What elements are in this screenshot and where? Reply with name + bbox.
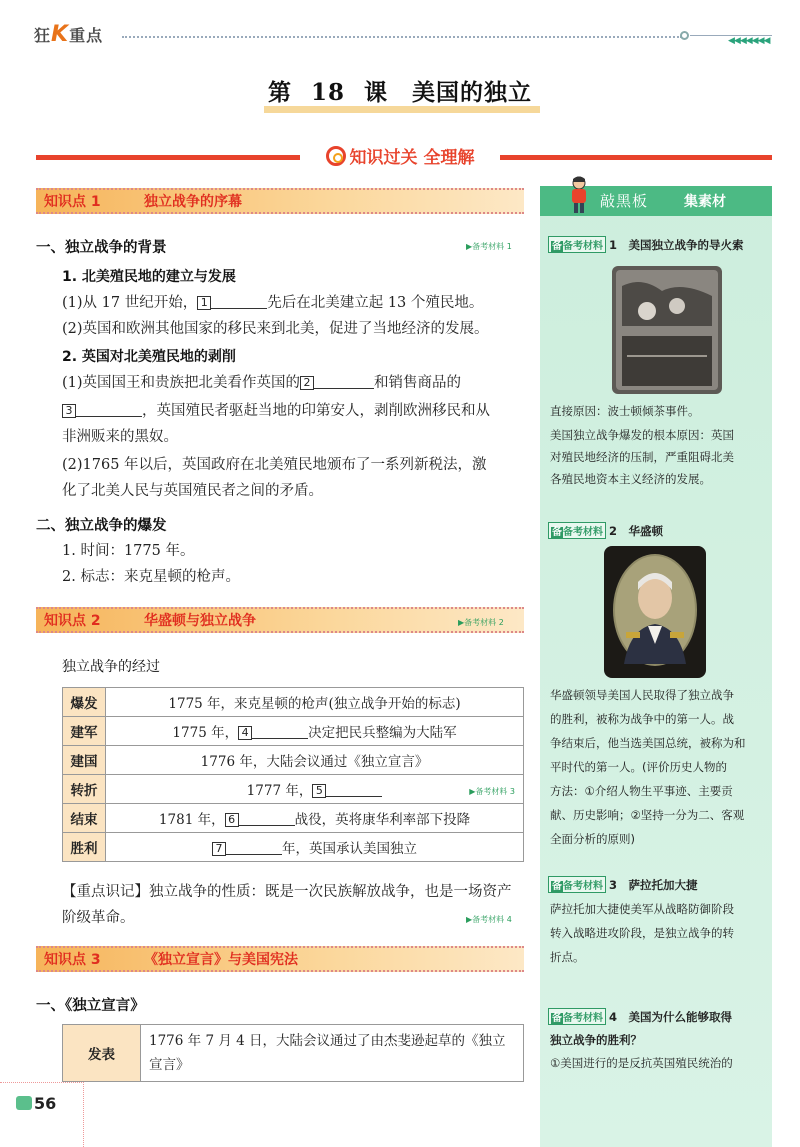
fill-blank[interactable] [211,295,267,309]
declaration-table [62,1024,524,1082]
fill-blank[interactable] [252,725,308,739]
row-key: 建国 [63,746,106,775]
key-note: 阶级革命。 [62,910,135,926]
sidebar-text: 争结束后，他当选美国总统，被称为和 [550,736,746,750]
row-value: 7 年，英国承认美国独立 [106,833,524,862]
reference-link[interactable]: ▶备考材料 3 [469,787,515,796]
sidebar-text: ①美国进行的是反抗英国殖民统治的 [550,1056,733,1070]
sidebar-text: 直接原因：波士顿倾茶事件。 [550,404,700,418]
sidebar-text: 华盛顿领导美国人民取得了独立战争 [550,688,734,702]
paragraph: 3 ，英国殖民者驱赶当地的印第安人，剥削欧洲移民和从 [62,398,490,424]
blank-number: 5 [312,784,326,798]
fill-blank[interactable] [326,783,382,797]
material-tag: 备备考材料 [548,522,606,539]
material-tag: 备备考材料 [548,1008,606,1025]
table-row [63,804,524,833]
blank-number: 1 [197,296,211,310]
sidebar-text: 折点。 [550,950,585,964]
table-row [63,1025,524,1082]
kp-label: 知识点 1 [44,194,101,210]
material-tag: 备备考材料 [548,876,606,893]
paragraph: 非洲贩来的黑奴。 [62,429,178,445]
row-value: 1775 年， 4 决定把民兵整编为大陆军 [106,717,524,746]
teacher-figure-icon [566,176,592,214]
brand-logo: 狂K重点 [34,22,104,47]
table-row [63,775,524,804]
sidebar-text: 对殖民地经济的压制，严重阻碍北美 [550,450,734,464]
table-row [63,717,524,746]
kp-title: 《独立宣言》与美国宪法 [144,952,298,968]
sidebar-text: 全面分析的原则) [550,832,635,846]
row-key: 发表 [63,1025,141,1082]
kp-title: 华盛顿与独立战争 [144,613,256,629]
paragraph: (1)英国国王和贵族把北美看作英国的 2 和销售商品的 [62,375,462,391]
reference-link[interactable]: ▶备考材料 1 [466,242,512,251]
table-row [63,746,524,775]
knowledge-point-2-heading [36,607,524,633]
swirl-icon [326,146,346,166]
paragraph: 1. 时间：1775 年。 [62,543,195,559]
table-row [63,833,524,862]
header-dotted-rule [122,36,682,38]
fill-blank[interactable] [76,403,142,417]
material-heading: 备备考材料 4 美国为什么能够取得 [548,1008,732,1025]
subheading: 1. 北美殖民地的建立与发展 [62,269,236,285]
row-key: 转折 [63,775,106,804]
material-heading-cont: 独立战争的胜利？ [550,1033,642,1047]
fill-blank[interactable] [314,375,374,389]
table-row [63,688,524,717]
material-tag: 备备考材料 [548,236,606,253]
row-key: 建军 [63,717,106,746]
banner-rule-right [498,155,772,160]
war-course-table [62,687,524,862]
sidebar-text: 各殖民地资本主义经济的发展。 [550,472,711,486]
fill-blank[interactable] [239,812,295,826]
boston-tea-party-image [612,266,722,394]
row-value: 1775 年，来克星顿的枪声(独立战争开始的标志) [106,688,524,717]
reference-link[interactable]: ▶备考材料 4 [466,915,512,924]
blank-number: 7 [212,842,226,856]
knowledge-point-3-heading [36,946,524,972]
blank-number: 4 [238,726,252,740]
row-key: 结束 [63,804,106,833]
washington-portrait-image [604,546,706,678]
kp-title: 独立战争的序幕 [144,194,242,210]
paragraph: 化了北美人民与英国殖民者之间的矛盾。 [62,483,323,499]
sidebar-text: 美国独立战争爆发的根本原因：英国 [550,428,734,442]
knowledge-point-1-heading [36,188,524,214]
key-note: 【重点识记】独立战争的性质：既是一次民族解放战争，也是一场资产 [62,884,512,900]
blank-number: 3 [62,404,76,418]
sidebar-text: 的胜利，被称为战争中的第一人。战 [550,712,734,726]
kp-label: 知识点 3 [44,952,101,968]
sidebar-text: 萨拉托加大捷使美军从战略防御阶段 [550,902,734,916]
paragraph: (2)英国和欧洲其他国家的移民来到北美，促进了当地经济的发展。 [62,321,489,337]
section-heading: 一、独立战争的背景 [36,240,167,256]
material-heading: 备备考材料 3 萨拉托加大捷 [548,876,698,893]
row-value: 1781 年， 6 战役，英将康华利率部下投降 [106,804,524,833]
paragraph: (2)1765 年以后，英国政府在北美殖民地颁布了一系列新税法，激 [62,457,487,473]
material-heading: 备备考材料 1 美国独立战争的导火索 [548,236,744,253]
row-key: 爆发 [63,688,106,717]
sidebar-text: 平时代的第一人。(评价历史人物的 [550,760,727,774]
header-arrows-icon: ◀◀◀◀◀◀◀ [728,36,770,46]
title-highlight [264,106,540,113]
paragraph: 2. 标志：来克星顿的枪声。 [62,569,240,585]
book-icon [16,1096,32,1110]
row-value: 1776 年，大陆会议通过《独立宣言》 [106,746,524,775]
subheading: 独立战争的经过 [62,659,160,675]
fill-blank[interactable] [226,841,282,855]
sidebar-title: 敲黑板 [600,192,649,210]
banner-rule-left [36,155,302,160]
blank-number: 6 [225,813,239,827]
paragraph: (1)从 17 世纪开始， 1 先后在北美建立起 13 个殖民地。 [62,295,484,311]
sidebar-text: 方法：①介绍人物生平事迹、主要贡 [550,784,733,798]
page-corner-frame [0,1082,84,1147]
sidebar-text: 献、历史影响；②坚持一分为二、客观 [550,808,745,822]
row-value: 1777 年， 5 ▶备考材料 3 [106,775,524,804]
sidebar-text: 转入战略进攻阶段，是独立战争的转 [550,926,734,940]
material-heading: 备备考材料 2 华盛顿 [548,522,663,539]
row-key: 胜利 [63,833,106,862]
blank-number: 2 [300,376,314,390]
section-heading: 二、独立战争的爆发 [36,518,167,534]
page-title: 第 18 课 美国的独立 [267,79,533,106]
header-ring-icon [680,31,689,40]
kp-label: 知识点 2 [44,613,101,629]
row-value: 1776 年 7 月 4 日，大陆会议通过了由杰斐逊起草的《独立宣言》 [141,1025,524,1082]
subheading: 2. 英国对北美殖民地的剥削 [62,349,236,365]
section-heading: 一、《独立宣言》 [36,998,145,1014]
page-number: 56 [34,1094,57,1113]
section-banner: 知识过关 全理解 [300,143,500,171]
reference-link[interactable]: ▶备考材料 2 [458,618,504,627]
sidebar-subtitle: 集素材 [684,194,726,210]
